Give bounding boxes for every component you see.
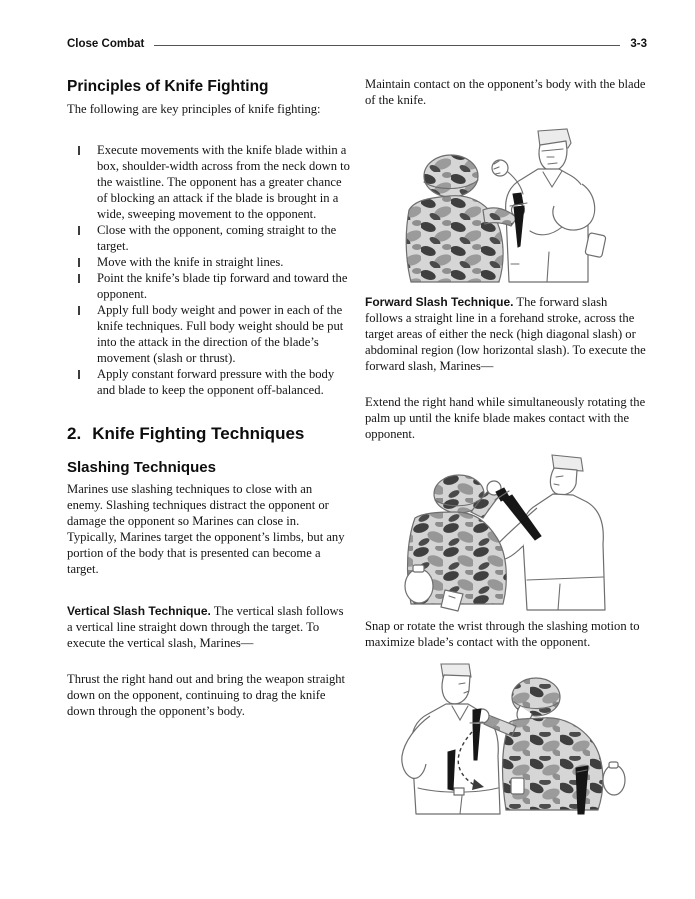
camouflage-jacket <box>502 718 602 810</box>
list-item: Point the knife’s blade tip forward and toward the opponent. <box>67 270 350 302</box>
holster <box>441 590 463 611</box>
maintain-paragraph: Maintain contact on the opponent’s body with the blade of the knife. <box>365 77 646 107</box>
chapter-number: 2. <box>67 424 82 443</box>
figure-forward-slash-follow-through <box>365 660 648 818</box>
extend-paragraph: Extend the right hand while simultaneously rotating the palm up until the knife blade makes contact with the opponent. <box>365 395 646 441</box>
bullet-marker <box>78 226 80 235</box>
opponent-figure <box>401 664 499 814</box>
marine-figure <box>405 475 506 611</box>
forward-slash-paragraph <box>365 294 648 374</box>
list-item: Close with the opponent, coming straight to the target. <box>67 222 350 254</box>
left-column <box>67 50 350 818</box>
bullet-marker <box>78 370 80 379</box>
header-rule <box>154 45 620 46</box>
slashing-intro: Marines use slashing techniques to close with an enemy. Slashing techniques distract the opponent or damage the opponent so Marines can close in. Typically, Marines target the opponent’s limbs, but any portion of the body that is presented can become a target. <box>67 482 345 576</box>
principles-intro: The following are key principles of knife fighting: <box>67 102 321 116</box>
canteen <box>405 569 433 603</box>
bullet-marker <box>78 274 80 283</box>
slashing-heading: Slashing Techniques <box>67 459 216 476</box>
two-column-layout <box>0 50 695 818</box>
chapter-title: Knife Fighting Techniques <box>92 424 305 443</box>
belt-pouch <box>511 778 524 794</box>
list-item: Move with the knife in straight lines. <box>67 254 350 270</box>
figure-forward-slash-high <box>365 450 648 612</box>
forward-slash-high-diagonal-illustration <box>383 450 631 612</box>
helmet <box>424 155 478 197</box>
opponent-figure <box>494 455 605 610</box>
bullet-marker <box>78 306 80 315</box>
belt-pouch <box>584 233 605 258</box>
list-item: Apply full body weight and power in each of the knife techniques. Full body weight should be put into the attack in the direction of the blade’s movement (slash or thrust). <box>67 302 350 366</box>
canteen <box>603 765 625 795</box>
snap-paragraph: Snap or rotate the wrist through the slashing motion to maximize blade’s contact with the opponent. <box>365 619 640 649</box>
list-item: Apply constant forward pressure with the body and blade to keep the opponent off-balanced. <box>67 366 350 398</box>
marine-figure <box>406 155 524 282</box>
forward-slash-follow-through-illustration <box>380 660 634 818</box>
bullet-marker <box>78 258 80 267</box>
forward-slash-label: Forward Slash Technique. <box>365 295 514 309</box>
vertical-slash-label: Vertical Slash Technique. <box>67 604 211 618</box>
principles-list <box>67 142 350 398</box>
principles-heading: Principles of Knife Fighting <box>67 78 269 95</box>
vertical-slash-text: The vertical slash follows a vertical line straight down through the target. To execute the vertical slash, Marines— <box>67 604 344 650</box>
bullet-marker <box>78 146 80 155</box>
vertical-slash-illustration <box>391 124 623 284</box>
running-header-title: Close Combat <box>67 38 145 50</box>
page-number: 3-3 <box>630 38 647 50</box>
vertical-slash-paragraph <box>67 603 350 651</box>
page-header <box>0 0 695 50</box>
chapter-heading <box>67 423 350 444</box>
list-item: Execute movements with the knife blade within a box, shoulder-width across from the neck down to the waistline. The opponent has a greater chance of blocking an attack if the blade is brought in a wide, sweeping movement to the opponent. <box>67 142 350 222</box>
raised-fist <box>492 160 508 176</box>
figure-vertical-slash <box>365 124 648 284</box>
right-column <box>365 50 648 818</box>
opponent-figure <box>492 129 606 282</box>
forward-slash-text: The forward slash follows a straight line in a forehand stroke, across the target areas of either the neck (high diagonal slash) or abdominal region (low horizontal slash). To execute the forward slash, Marines— <box>365 295 646 373</box>
vertical-slash-step: Thrust the right hand out and bring the weapon straight down on the opponent, continuing to drag the knife down through the opponent’s body. <box>67 672 346 718</box>
